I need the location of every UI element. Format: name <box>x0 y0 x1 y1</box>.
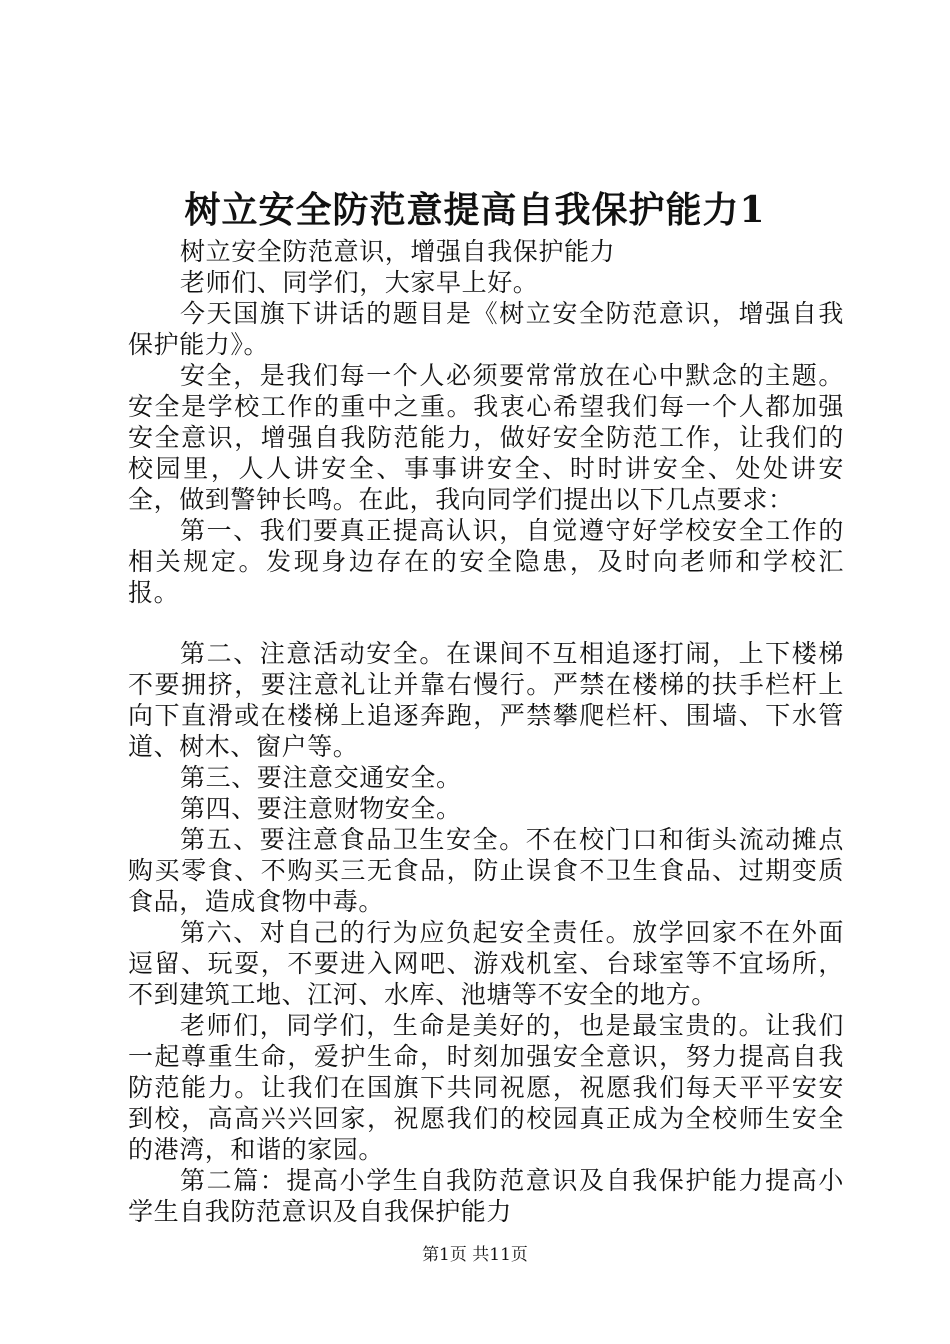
paragraph-point-4: 第四、要注意财物安全。 <box>180 794 462 823</box>
paragraph-topic: 今天国旗下讲话的题目是《树立安全防范意识，增强自我保护能力》。 <box>128 299 844 359</box>
paragraph-point-2: 第二、注意活动安全。在课间不互相追逐打闹，上下楼梯不要拥挤，要注意礼让并靠右慢行。严禁在楼梯的扶手栏杆上向下直滑或在楼梯上追逐奔跑，严禁攀爬栏杆、围墙、下水管道、树木、窗户等。 <box>128 639 844 761</box>
document-title: 树立安全防范意提高自我保护能力1 <box>184 189 766 231</box>
paragraph-point-3: 第三、要注意交通安全。 <box>180 763 462 792</box>
page-number-footer: 第1页 共11页 <box>422 1245 528 1265</box>
paragraph-point-5: 第五、要注意食品卫生安全。不在校门口和街头流动摊点购买零食、不购买三无食品，防止误食不卫生食品、过期变质食品，造成食物中毒。 <box>128 825 844 916</box>
paragraph-safety-intro: 安全，是我们每一个人必须要常常放在心中默念的主题。安全是学校工作的重中之重。我衷心希望我们每一个人都加强安全意识，增强自我防范能力，做好安全防范工作，让我们的校园里，人人讲安全、事事讲安全、时时讲安全、处处讲安全，做到警钟长鸣。在此，我向同学们提出以下几点要求： <box>128 361 844 514</box>
paragraph-second-article: 第二篇：提高小学生自我防范意识及自我保护能力提高小学生自我防范意识及自我保护能力 <box>128 1166 844 1226</box>
document-body <box>128 236 844 1227</box>
paragraph-point-1: 第一、我们要真正提高认识，自觉遵守好学校安全工作的相关规定。发现身边存在的安全隐患，及时向老师和学校汇报。 <box>128 516 844 607</box>
paragraph-point-6: 第六、对自己的行为应负起安全责任。放学回家不在外面逗留、玩耍，不要进入网吧、游戏机室、台球室等不宜场所，不到建筑工地、江河、水库、池塘等不安全的地方。 <box>128 918 844 1009</box>
paragraph-greeting: 老师们、同学们，大家早上好。 <box>180 268 539 297</box>
paragraph-closing: 老师们，同学们，生命是美好的，也是最宝贵的。让我们一起尊重生命，爱护生命，时刻加强安全意识，努力提高自我防范能力。让我们在国旗下共同祝愿，祝愿我们每天平平安安到校，高高兴兴回家，祝愿我们的校园真正成为全校师生安全的港湾，和谐的家园。 <box>128 1011 844 1164</box>
paragraph-subtitle: 树立安全防范意识，增强自我保护能力 <box>180 237 616 266</box>
